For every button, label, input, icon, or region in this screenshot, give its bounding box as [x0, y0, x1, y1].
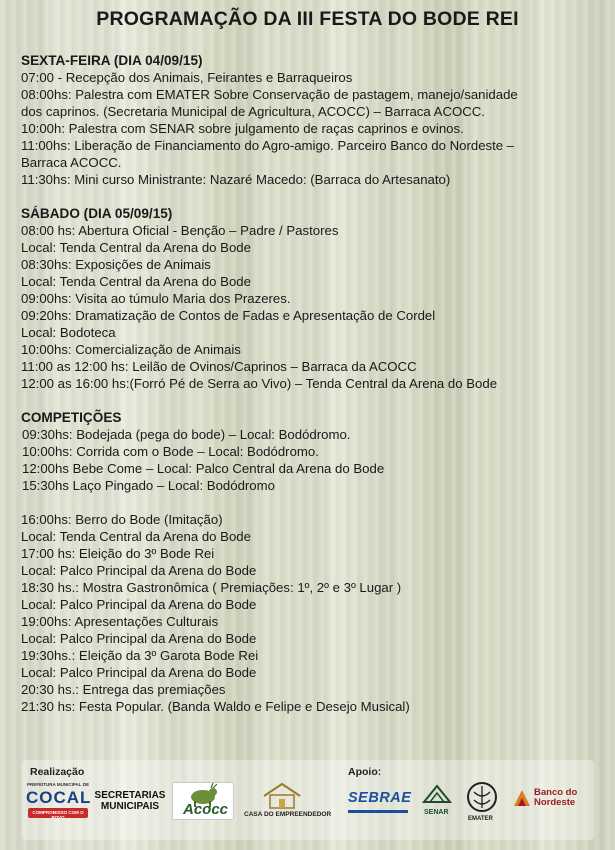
- schedule-line: 19:30hs.: Eleição da 3º Garota Bode Rei: [21, 648, 259, 663]
- sponsors-footer: [22, 760, 594, 840]
- schedule-line: 11:30hs: Mini curso Ministrante: Nazaré Macedo: (Barraca do Artesanato): [21, 172, 451, 187]
- acocc-logo: Acocc: [172, 782, 234, 820]
- schedule-line: 19:00hs: Apresentações Culturais: [21, 614, 219, 629]
- schedule-line: Local: Tenda Central da Arena do Bode: [21, 529, 251, 544]
- schedule-line: 09:20hs: Dramatização de Contos de Fadas e Apresentação de Cordel: [21, 308, 436, 323]
- schedule-line: Local: Bodoteca: [21, 325, 116, 340]
- casa-empreendedor-logo: CASA DO EMPREENDEDOR: [242, 780, 322, 832]
- sebrae-underline: [348, 810, 408, 813]
- secretarias-logo: SECRETARIAS MUNICIPAIS: [94, 790, 166, 812]
- schedule-line: 17:00 hs: Eleição do 3º Bode Rei: [21, 546, 215, 561]
- schedule-line: 09:00hs: Visita ao túmulo Maria dos Prazeres.: [21, 291, 291, 306]
- schedule-line: 21:30 hs: Festa Popular. (Banda Waldo e Felipe e Desejo Musical): [21, 699, 410, 714]
- senar-emblem-icon: [420, 782, 454, 808]
- schedule-line: 12:00hs Bebe Come – Local: Palco Central da Arena do Bode: [22, 461, 385, 476]
- apoio-label: Apoio:: [348, 766, 382, 778]
- schedule-line: Barraca ACOCC.: [21, 155, 122, 170]
- schedule-line: 08:00hs: Palestra com EMATER Sobre Conservação de pastagem, manejo/sanidade: [21, 87, 518, 102]
- schedule-line: 10:00h: Palestra com SENAR sobre julgamento de raças caprinos e ovinos.: [21, 121, 464, 136]
- schedule-line: 07:00 - Recepção dos Animais, Feirantes e Barraqueiros: [21, 70, 353, 85]
- page-title: PROGRAMAÇÃO DA III FESTA DO BODE REI: [96, 8, 519, 30]
- banco-nordeste-logo: Banco do Nordeste: [512, 786, 592, 816]
- house-icon: [242, 780, 322, 810]
- schedule-line: Local: Palco Principal da Arena do Bode: [21, 631, 257, 646]
- schedule-line: 16:00hs: Berro do Bode (Imitação): [21, 512, 223, 527]
- schedule-line: Local: Palco Principal da Arena do Bode: [21, 563, 257, 578]
- schedule-line: Local: Palco Principal da Arena do Bode: [21, 665, 257, 680]
- schedule-line: 11:00 as 12:00 hs: Leilão de Ovinos/Caprinos – Barraca da ACOCC: [21, 359, 417, 374]
- schedule-line: Local: Tenda Central da Arena do Bode: [21, 274, 251, 289]
- section-title-sabado: SÁBADO (DIA 05/09/15): [21, 206, 173, 221]
- schedule-line: 10:00hs: Comercialização de Animais: [21, 342, 241, 357]
- section-title-sexta: SEXTA-FEIRA (DIA 04/09/15): [21, 53, 203, 68]
- schedule-line: Local: Palco Principal da Arena do Bode: [21, 597, 257, 612]
- schedule-line: Local: Tenda Central da Arena do Bode: [21, 240, 251, 255]
- schedule-line: 18:30 hs.: Mostra Gastronômica ( Premiações: 1º, 2º e 3º Lugar ): [21, 580, 402, 595]
- realizacao-label: Realização: [30, 766, 85, 778]
- cocal-logo: PREFEITURA MUNICIPAL DE COCAL COMPROMISSO COM O POVO: [26, 782, 92, 820]
- schedule-line: dos caprinos. (Secretaria Municipal de Agricultura, ACOCC) – Barraca ACOCC.: [21, 104, 485, 119]
- sebrae-logo: SEBRAE: [348, 790, 412, 806]
- emater-logo: EMATER: [462, 780, 502, 832]
- emater-emblem-icon: [462, 780, 502, 814]
- schedule-line: 20:30 hs.: Entrega das premiações: [21, 682, 226, 697]
- schedule-line: 08:30hs: Exposições de Animais: [21, 257, 211, 272]
- bnb-emblem-icon: [512, 788, 532, 808]
- program-content: [21, 52, 606, 715]
- section-title-competicoes: COMPETIÇÕES: [21, 410, 122, 425]
- senar-logo: SENAR: [420, 782, 454, 822]
- schedule-line: 15:30hs Laço Pingado – Local: Bodódromo: [22, 478, 275, 493]
- schedule-line: 11:00hs: Liberação de Financiamento do Agro-amigo. Parceiro Banco do Nordeste –: [21, 138, 515, 153]
- schedule-line: 08:00 hs: Abertura Oficial - Benção – Padre / Pastores: [21, 223, 339, 238]
- schedule-line: 09:30hs: Bodejada (pega do bode) – Local: Bodódromo.: [22, 427, 351, 442]
- schedule-line: 10:00hs: Corrida com o Bode – Local: Bodódromo.: [22, 444, 319, 459]
- schedule-line: 12:00 as 16:00 hs:(Forró Pé de Serra ao Vivo) – Tenda Central da Arena do Bode: [21, 376, 498, 391]
